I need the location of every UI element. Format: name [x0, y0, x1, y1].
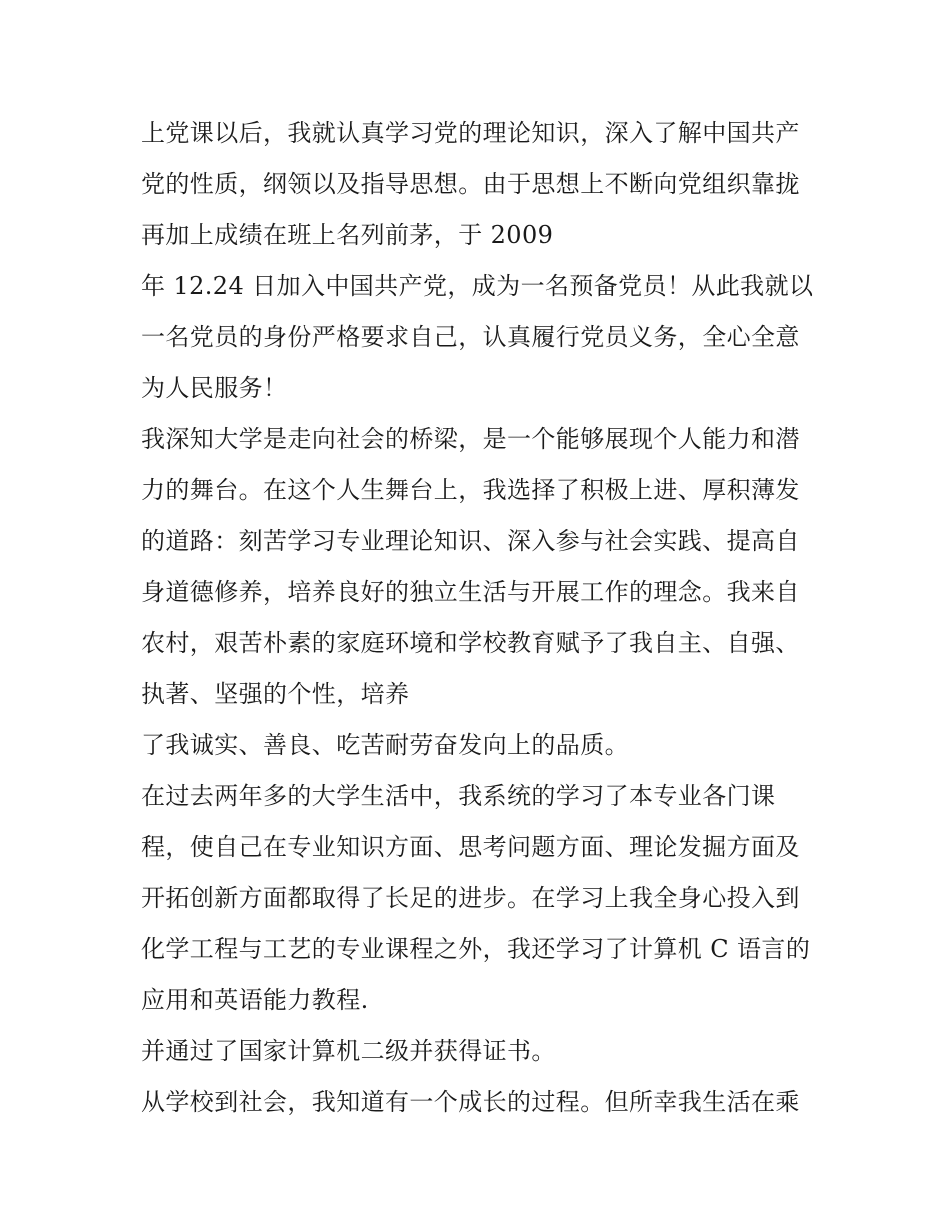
text-line: 我深知大学是走向社会的桥梁，是一个能够展现个人能力和潜: [141, 425, 800, 453]
text-line: 从学校到社会，我知道有一个成长的过程。但所幸我生活在乘: [141, 1088, 800, 1116]
text-line: 的道路：刻苦学习专业理论知识、深入参与社会实践、提高自: [141, 527, 800, 555]
text-line: 程，使自己在专业知识方面、思考问题方面、理论发掘方面及: [141, 833, 800, 861]
text-line: 并通过了国家计算机二级并获得证书。: [141, 1037, 556, 1065]
text-line: 再加上成绩在班上名列前茅，于 2009: [141, 221, 554, 249]
text-line: 一名党员的身份严格要求自己，认真履行党员义务，全心全意: [141, 323, 800, 351]
text-line: 为人民服务！: [141, 374, 288, 402]
text-line: 上党课以后，我就认真学习党的理论知识，深入了解中国共产: [141, 119, 800, 147]
text-line: 开拓创新方面都取得了长足的进步。在学习上我全身心投入到: [141, 884, 800, 912]
text-line: 应用和英语能力教程.: [141, 986, 369, 1014]
text-line: 农村，艰苦朴素的家庭环境和学校教育赋予了我自主、自强、: [141, 629, 800, 657]
text-line: 执著、坚强的个性，培养: [141, 680, 410, 708]
text-line: 年 12.24 日加入中国共产党，成为一名预备党员！从此我就以: [141, 272, 814, 300]
text-line: 身道德修养，培养良好的独立生活与开展工作的理念。我来自: [141, 578, 800, 606]
text-line: 力的舞台。在这个人生舞台上，我选择了积极上进、厚积薄发: [141, 476, 800, 504]
text-line: 在过去两年多的大学生活中，我系统的学习了本专业各门课: [141, 782, 776, 810]
text-line: 党的性质，纲领以及指导思想。由于思想上不断向党组织靠拢: [141, 170, 800, 198]
document-body: [141, 108, 821, 1128]
text-line: 化学工程与工艺的专业课程之外，我还学习了计算机 C 语言的: [141, 935, 811, 963]
text-line: 了我诚实、善良、吃苦耐劳奋发向上的品质。: [141, 731, 629, 759]
